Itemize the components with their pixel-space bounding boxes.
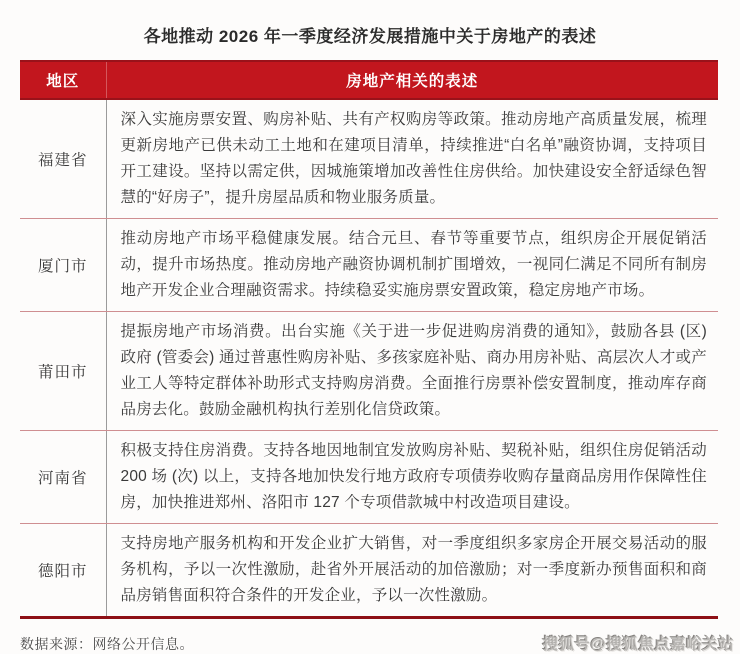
- page-title: 各地推动 2026 年一季度经济发展措施中关于房地产的表述: [143, 27, 597, 46]
- table-row-henan: [20, 431, 718, 524]
- policy-text-cell: 支持房地产服务机构和开发企业扩大销售，对一季度组织多家房企开展交易活动的服务机构，予以一次性激励，赴省外开展活动的加倍激励；对一季度新办预售面积和商品房销售面积符合条件的开发企业，予以一次性激励。: [120, 535, 707, 604]
- table-body: [20, 99, 718, 618]
- region-cell: 莆田市: [20, 312, 106, 431]
- region-cell: 德阳市: [20, 524, 106, 618]
- header-cell-statement: 房地产相关的表述: [106, 61, 718, 99]
- policy-text-cell: 提振房地产市场消费。出台实施《关于进一步促进购房消费的通知》，鼓励各县 (区) 政府 (管委会) 通过普惠性购房补贴、多孩家庭补贴、商办用房补贴、高层次人才或产业工人等特定群体补助形式支持购房消费。全面推行房票补偿安置制度，推动库存商品房去化。鼓励金融机构执行差别化信贷政策。: [106, 312, 718, 431]
- region-cell: 厦门市: [20, 219, 106, 312]
- sohu-watermark: 搜狐号@搜狐焦点嘉峪关站: [542, 636, 734, 653]
- header-row: [20, 61, 718, 99]
- policy-table: [20, 60, 718, 619]
- policy-text-cell: 积极支持住房消费。支持各地因地制宜发放购房补贴、契税补贴，组织住房促销活动 200 场 (次) 以上，支持各地加快发行地方政府专项债券收购存量商品房用作保障性住房，加快推进郑州、洛阳市 127 个专项借款城中村改造项目建设。: [106, 431, 718, 524]
- table-row-putian: [20, 312, 718, 431]
- table-row-xiamen: [20, 219, 718, 312]
- header-cell-region: 地区: [20, 61, 106, 99]
- region-cell: 福建省: [20, 99, 106, 219]
- data-source-note: 数据来源：网络公开信息。: [20, 636, 194, 652]
- table-header: [20, 61, 718, 99]
- footer: [0, 619, 740, 654]
- policy-text-cell: 深入实施房票安置、购房补贴、共有产权购房等政策。推动房地产高质量发展，梳理更新房地产已供未动工土地和在建项目清单，持续推进“白名单”融资协调，支持项目开工建设。坚持以需定供，因城施策增加改善性住房供给。加快建设安全舒适绿色智慧的“好房子”，提升房屋品质和物业服务质量。: [106, 99, 718, 219]
- region-cell: 河南省: [20, 431, 106, 524]
- table-row-deyang: [20, 524, 718, 618]
- table-row-fujian: [20, 99, 718, 219]
- policy-text-cell: 推动房地产市场平稳健康发展。结合元旦、春节等重要节点，组织房企开展促销活动，提升市场热度。推动房地产融资协调机制扩围增效，一视同仁满足不同所有制房地产开发企业合理融资需求。持续稳妥实施房票安置政策，稳定房地产市场。: [106, 219, 718, 312]
